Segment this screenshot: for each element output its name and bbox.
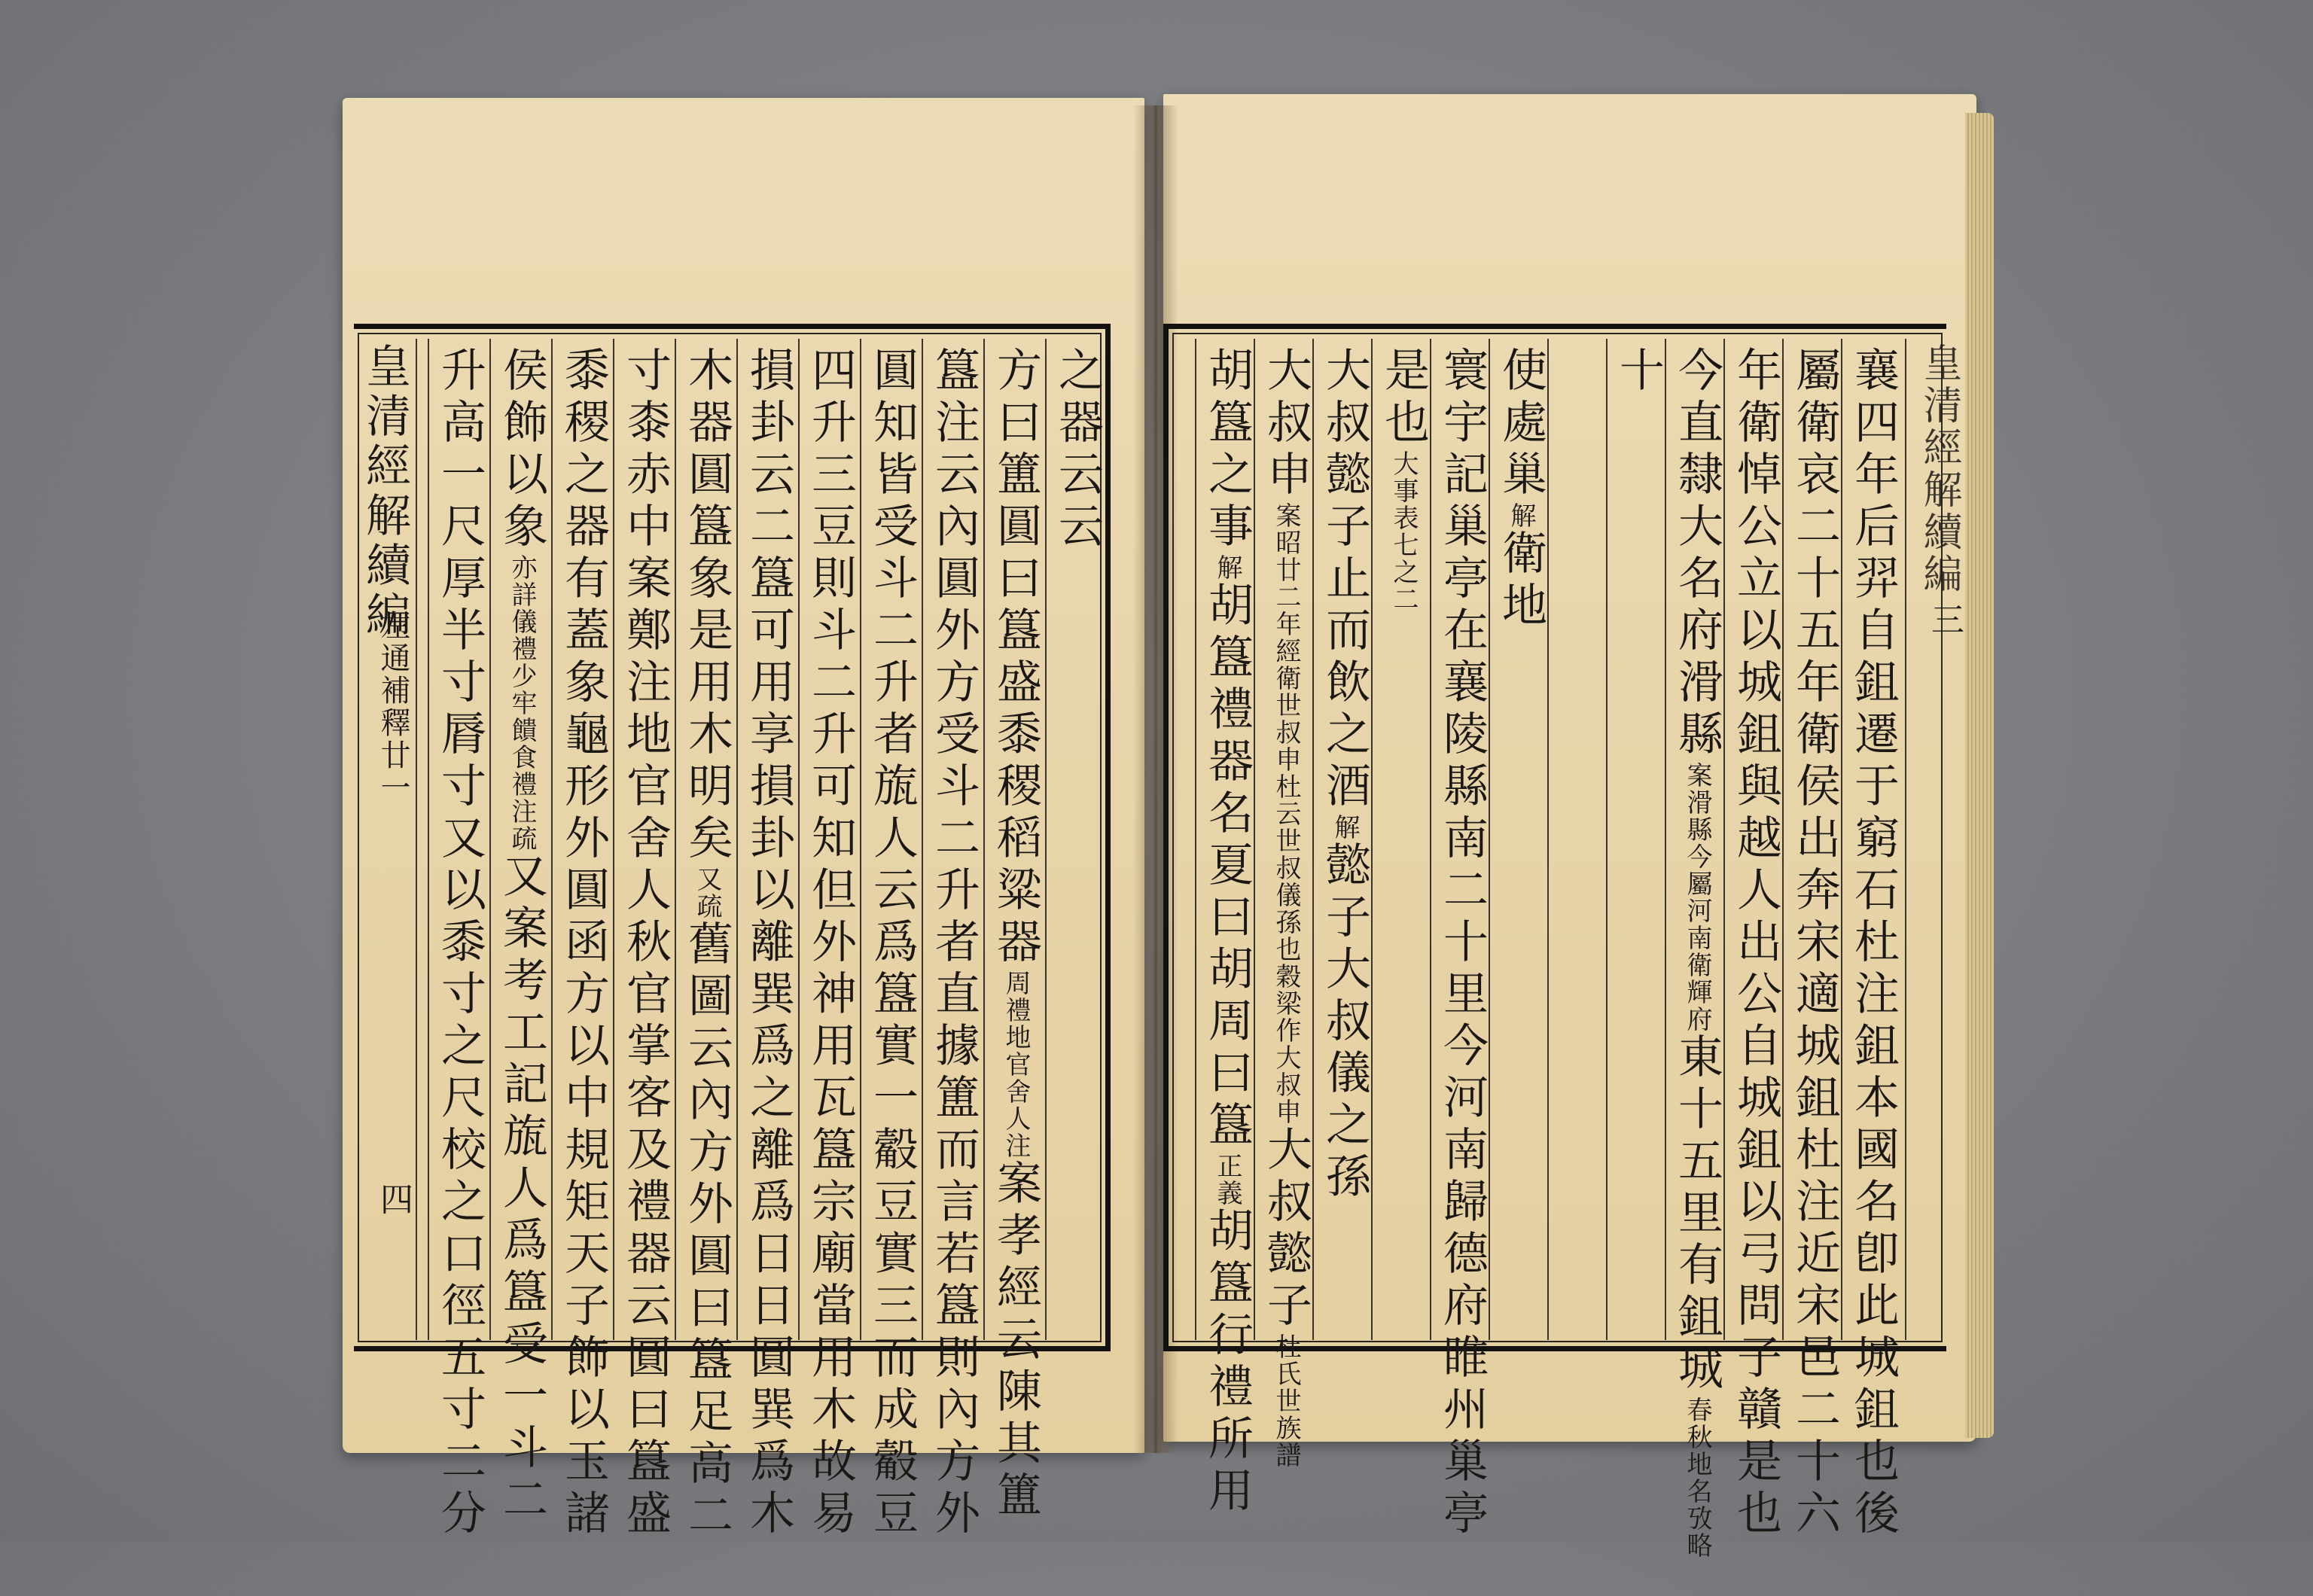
column-rule [428,339,429,1340]
interlinear-note: 解 [1506,502,1536,529]
column-rule [983,339,985,1340]
text-column [1201,346,1254,1518]
main-text: 木器圓簋象是用木明矣 [681,346,733,866]
main-text: 使處巢 [1495,346,1547,502]
text-column [1555,346,1604,1333]
main-text: 胡簋禮器名夏曰胡周曰簋 [1201,581,1254,1153]
text-column [619,346,672,1541]
main-text: 案孝經云陳其簠 [989,1159,1042,1523]
main-text: 簋注云內圓外方受斗二升者直據簠而言若簋則內方外 [928,346,980,1541]
main-text: 寸桼赤中案鄭注地官舍人秋官掌客及禮器云圓曰簋盛 [619,346,672,1541]
interlinear-note: 又疏 [692,866,722,920]
text-column [1379,346,1428,1333]
interlinear-note: 周禮地官舍人注 [1001,970,1031,1159]
main-text: 今直隸大名府滑縣 [1671,346,1723,762]
column-rule [675,339,676,1340]
interlinear-note: 大事表七之二 [1388,450,1419,613]
column-rule [922,339,923,1340]
main-text: 懿子大叔儀之孫 [1318,841,1371,1205]
text-column [1614,346,1663,1333]
column-rule [1254,339,1255,1340]
main-text: 舊圖云內方外圓曰簋足高二 [681,920,733,1543]
main-text: 十 [1612,346,1665,398]
column-rule [489,339,491,1340]
text-column [1496,346,1546,1333]
left-margin-title: 皇清經解續編 [358,343,411,641]
text-column [434,346,486,1541]
interlinear-note: 案滑縣今屬河南衛輝府 [1682,762,1712,1033]
main-text: 胡簋行禮所用 [1201,1207,1254,1518]
main-text: 東十五里有鉏城 [1671,1033,1723,1396]
right-margin-title: 皇清經解續編 [1916,343,1961,595]
interlinear-note: 杜氏世族譜 [1271,1333,1301,1469]
column-rule [1430,339,1431,1340]
main-text: 屬衛哀二十五年衛侯出奔宋適城鉏杜注近宋邑二十六 [1788,346,1841,1541]
column-rule [1665,339,1666,1340]
column-rule [860,339,861,1340]
column-rule [1195,339,1196,1340]
column-rule [1841,339,1842,1340]
column-rule [1371,339,1373,1340]
text-column [1320,346,1370,1333]
text-column [681,346,733,1543]
column-rule [1045,339,1047,1340]
main-text: 又案考工記旊人爲簋受一斗二 [495,852,548,1527]
main-text: 衛地 [1495,529,1547,633]
main-text: 四升三豆則斗二升可知但外神用瓦簋宗廟當用木故易 [804,346,857,1541]
text-column [557,346,610,1541]
column-rule [1606,339,1608,1340]
column-rule [1782,339,1784,1340]
column-rule [736,339,738,1340]
text-column [928,346,980,1541]
main-text: 大叔懿子 [1260,1125,1312,1333]
text-column [804,346,857,1541]
left-margin-section: 左通補釋廿一 [376,610,410,804]
right-folio: 三 [1925,602,1964,635]
main-text: 方曰簠圓曰簋盛黍稷稻粱器 [989,346,1042,970]
column-rule [1312,339,1314,1340]
main-text: 年衛悼公立以城鉏與越人出公自城鉏以弓問子贛是也 [1729,346,1782,1541]
main-text: 黍稷之器有蓋象龜形外圓函方以中規矩天子飾以玉諸 [557,346,610,1541]
text-column [742,346,795,1541]
main-text: 寰宇記巢亭在襄陵縣南二十里今河南歸德府睢州巢亭 [1436,346,1489,1541]
column-rule [1723,339,1725,1340]
text-column [1847,346,1900,1541]
text-column [495,346,548,1527]
main-text: 圓知皆受斗二升者旊人云爲簋實一觳豆實三而成觳豆 [866,346,919,1541]
left-folio: 四 [374,1182,413,1215]
interlinear-note: 解 [1330,814,1360,841]
interlinear-note: 正義 [1212,1153,1242,1207]
main-text: 之器云云 [1051,346,1104,554]
text-column [1436,346,1489,1541]
main-text: 升高一尺厚半寸脣寸又以黍寸之尺校之口徑五寸二分 [434,346,486,1541]
text-column [866,346,919,1541]
text-column [1729,346,1782,1541]
main-text: 大叔懿子止而飲之酒 [1318,346,1371,814]
text-column [989,346,1042,1523]
column-rule [1547,339,1549,1340]
main-text: 損卦云二簋可用享損卦以離巽爲之離爲日日圓巽爲木 [742,346,795,1541]
text-column [1671,346,1723,1559]
text-column [1260,346,1312,1469]
interlinear-note: 解 [1212,554,1242,581]
column-rule [1489,339,1490,1340]
text-column [1053,346,1102,1333]
main-text: 胡簋之事 [1201,346,1254,554]
main-text: 是也 [1377,346,1430,450]
column-rule [416,339,417,1340]
page-edges [1965,113,1994,1438]
text-column [1788,346,1841,1541]
interlinear-note: 春秋地名攷略 [1682,1396,1712,1559]
interlinear-note: 案昭廿二年經衛世叔申杜云世叔儀孫也穀梁作大叔申 [1271,502,1301,1125]
interlinear-note: 亦詳儀禮少牢饋食禮注疏 [507,554,537,852]
main-text: 大叔申 [1260,346,1312,502]
column-rule [798,339,800,1340]
column-rule [1905,339,1906,1340]
main-text: 襄四年后羿自鉏遷于窮石杜注鉏本國名卽此城鉏也後 [1847,346,1900,1541]
column-rule [551,339,553,1340]
main-text: 侯飾以象 [495,346,548,554]
column-rule [613,339,614,1340]
